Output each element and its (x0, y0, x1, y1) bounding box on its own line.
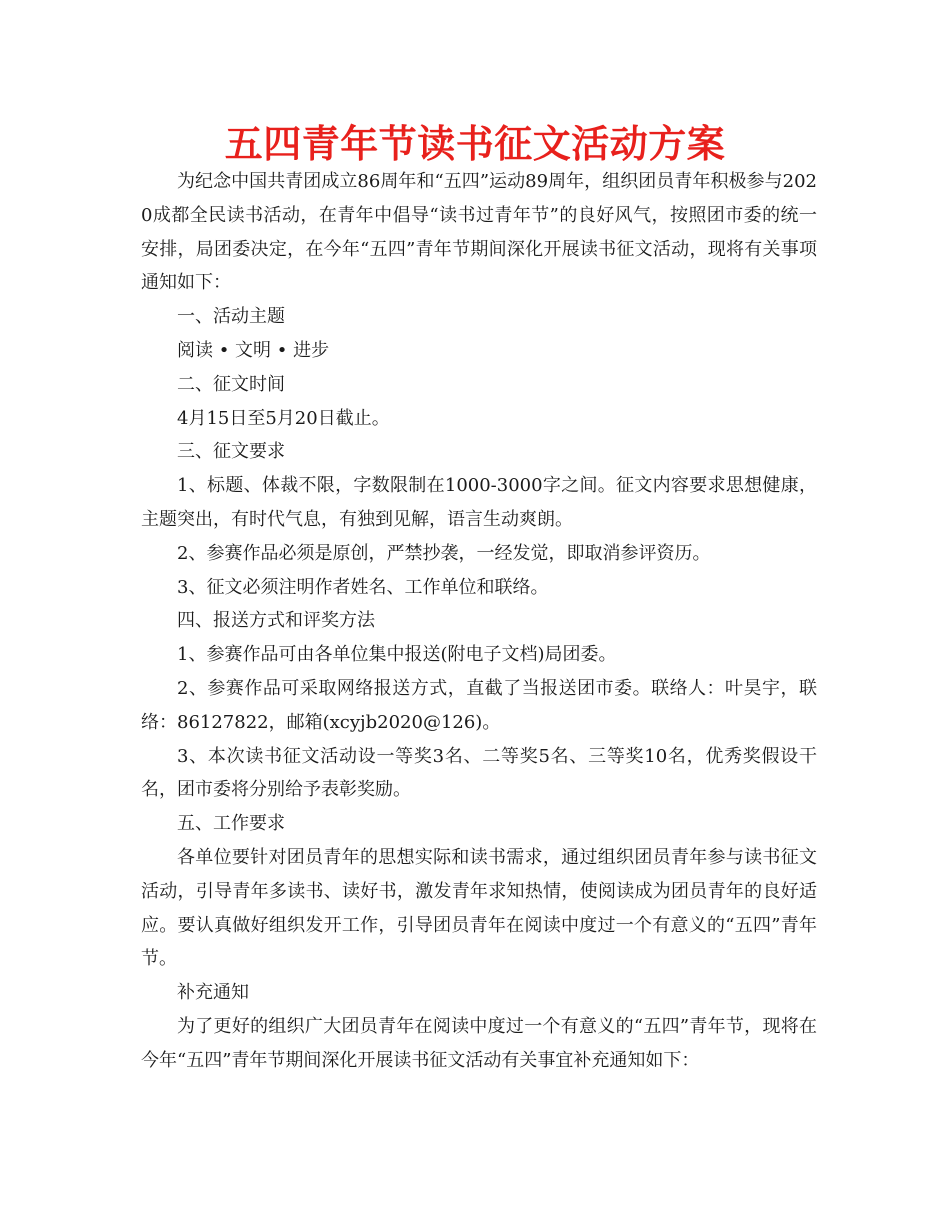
submission-item: 2、参赛作品可采取网络报送方式，直截了当报送团市委。联络人：叶昊宇，联络：86127822，邮箱(xcyjb2020@126)。 (141, 677, 817, 733)
document-title: 五四青年节读书征文活动方案 (224, 122, 726, 166)
time-text: 4月15日至5月20日截止。 (177, 407, 390, 429)
work-requirements-text: 各单位要针对团员青年的思想实际和读书需求，通过组织团员青年参与读书征文活动，引导青年多读书、读好书，激发青年求知热情，使阅读成为团员青年的良好适应。要认真做好组织发开工作，引导团员青年在阅读中度过一个有意义的“五四”青年节。 (141, 846, 817, 970)
requirement-item: 2、参赛作品必须是原创，严禁抄袭，一经发觉，即取消参评资历。 (177, 542, 711, 564)
submission-item: 3、本次读书征文活动设一等奖3名、二等奖5名、三等奖10名，优秀奖假设干名，团市委将分别给予表彰奖励。 (141, 745, 817, 801)
requirement-item: 3、征文必须注明作者姓名、工作单位和联络。 (177, 576, 549, 598)
document-body (141, 165, 817, 1078)
section-heading-requirements: 三、征文要求 (177, 441, 285, 463)
section-heading-submission: 四、报送方式和评奖方法 (177, 610, 375, 632)
supplement-heading: 补充通知 (177, 982, 249, 1004)
theme-text: 阅读 • 文明 • 进步 (177, 339, 330, 361)
section-heading-work: 五、工作要求 (177, 813, 285, 835)
supplement-text: 为了更好的组织广大团员青年在阅读中度过一个有意义的“五四”青年节，现将在今年“五四”青年节期间深化开展读书征文活动有关事宜补充通知如下： (141, 1015, 817, 1071)
requirement-item: 1、标题、体裁不限，字数限制在1000-3000字之间。征文内容要求思想健康，主题突出，有时代气息，有独到见解，语言生动爽朗。 (141, 475, 817, 530)
section-heading-time: 二、征文时间 (177, 373, 285, 395)
submission-item: 1、参赛作品可由各单位集中报送(附电子文档)局团委。 (177, 644, 617, 666)
intro-paragraph: 为纪念中国共青团成立86周年和“五四”运动89周年，组织团员青年积极参与2020成都全民读书活动，在青年中倡导“读书过青年节”的良好风气，按照团市委的统一安排，局团委决定，在今年“五四”青年节期间深化开展读书征文活动，现将有关事项通知如下： (141, 171, 817, 294)
section-heading-theme: 一、活动主题 (177, 306, 285, 328)
